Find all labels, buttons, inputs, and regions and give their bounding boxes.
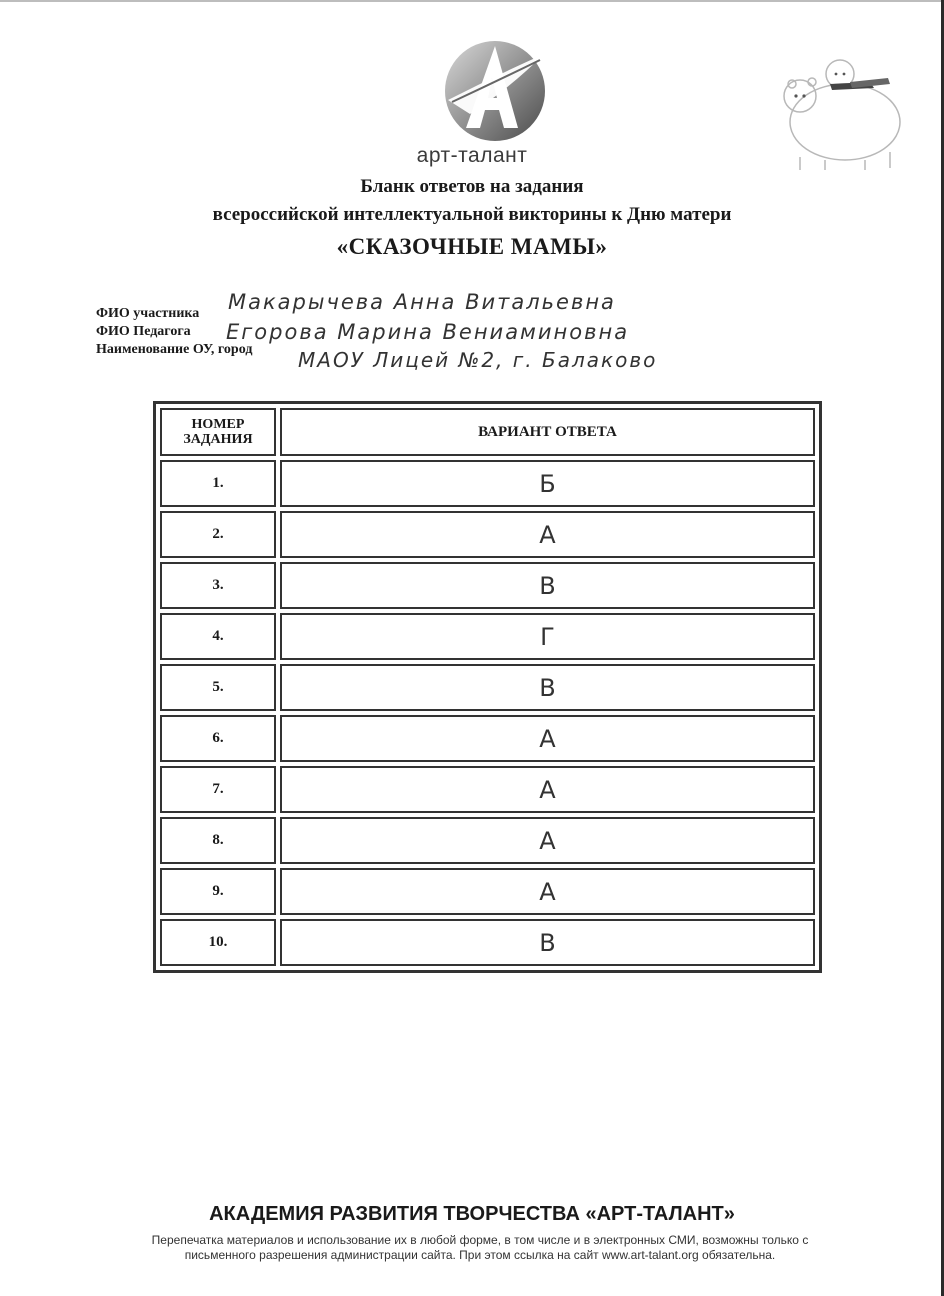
table-row (160, 613, 815, 660)
table-row (160, 664, 815, 711)
scan-top-edge (0, 0, 944, 2)
task-number: 8. (160, 817, 276, 864)
task-number: 10. (160, 919, 276, 966)
answer-table (153, 401, 822, 973)
table-row (160, 715, 815, 762)
answer-cell: А (280, 766, 815, 813)
column-header-answer: ВАРИАНТ ОТВЕТА (280, 408, 815, 456)
brand-name: арт-талант (416, 144, 528, 167)
table-row (160, 460, 815, 507)
task-number: 1. (160, 460, 276, 507)
table-row (160, 766, 815, 813)
answer-cell: Г (280, 613, 815, 660)
answer-cell: А (280, 715, 815, 762)
footer-note-line2: письменного разрешения администрации сайта. При этом ссылка на сайт www.art-talant.org обязательна. (184, 1248, 776, 1262)
participant-value: Макарычева Анна Витальевна (228, 290, 616, 314)
task-number: 5. (160, 664, 276, 711)
answer-cell: А (280, 868, 815, 915)
table-row (160, 562, 815, 609)
answer-cell: В (280, 664, 815, 711)
school-label: Наименование ОУ, город (96, 342, 253, 357)
table-row (160, 919, 815, 966)
task-number: 2. (160, 511, 276, 558)
column-header-number: НОМЕР ЗАДАНИЯ (160, 408, 276, 456)
table-header-row (160, 408, 815, 456)
task-number: 3. (160, 562, 276, 609)
table-row (160, 868, 815, 915)
footer-note-line1: Перепечатка материалов и использование их в любой форме, в том числе и в электронных СМИ, возможны только с (151, 1233, 809, 1247)
task-number: 4. (160, 613, 276, 660)
form-title-line2: всероссийской интеллектуальной викторины к Дню матери (212, 204, 732, 225)
answer-cell: В (280, 562, 815, 609)
art-talant-logo-icon (440, 36, 550, 146)
task-number: 6. (160, 715, 276, 762)
answer-cell: А (280, 511, 815, 558)
participant-label: ФИО участника (96, 306, 200, 321)
answer-cell: Б (280, 460, 815, 507)
footer-title: АКАДЕМИЯ РАЗВИТИЯ ТВОРЧЕСТВА «АРТ-ТАЛАНТ» (209, 1203, 735, 1225)
table-row (160, 511, 815, 558)
task-number: 7. (160, 766, 276, 813)
table-row (160, 817, 815, 864)
answer-cell: В (280, 919, 815, 966)
form-title-line1: Бланк ответов на задания (360, 176, 584, 197)
answer-cell: А (280, 817, 815, 864)
task-number: 9. (160, 868, 276, 915)
school-value: МАОУ Лицей №2, г. Балаково (298, 348, 658, 372)
polar-bears-icon (770, 52, 920, 172)
teacher-value: Егорова Марина Вениаминовна (226, 320, 630, 344)
quiz-title: «СКАЗОЧНЫЕ МАМЫ» (336, 234, 608, 259)
footer-copyright-note (110, 1233, 850, 1263)
teacher-label: ФИО Педагога (96, 324, 191, 339)
